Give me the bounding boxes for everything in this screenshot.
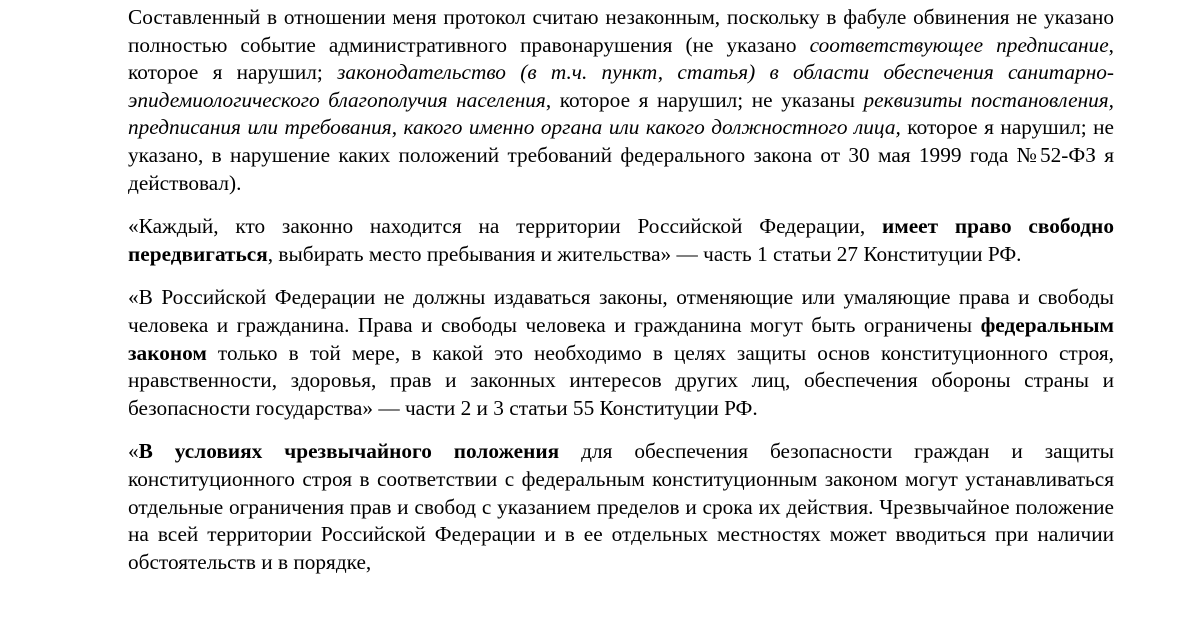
document-body [128, 4, 1114, 592]
text-span: Составленный в отношении меня протокол считаю незаконным, поскольку в фабуле обвинения не указано полностью событие административного правонарушения (не указано [128, 5, 1114, 57]
paragraph-constitution-article-27 [128, 213, 1114, 268]
italic-text: реквизиты постановления, предписания или требования, какого именно органа или какого должностного лица, [128, 87, 1115, 140]
italic-text: соответствующее предписание [809, 32, 1109, 57]
bold-text: федеральным законом [128, 312, 1114, 365]
text-span: только в той мере, в какой это необходимо в целях защиты основ конституционного строя, нравственности, здоровья, прав и законных интересов других лиц, обеспечения обороны страны и безопасности государства» — части 2 и 3 статьи 55 Конституции РФ. [128, 340, 1114, 420]
bold-text: имеет право свободно передвигаться [128, 214, 1114, 266]
text-span: , которое я нарушил; [128, 32, 1114, 85]
text-span: «Каждый, кто законно находится на территории Российской Федерации, [128, 214, 882, 239]
italic-text: законодательство (в т.ч. пункт, статья) в области обеспечения санитарно-эпидемиологического благополучия населения [128, 60, 1114, 112]
bold-text: В условиях чрезвычайного положения [138, 439, 560, 464]
text-span: , которое я нарушил; не указаны [545, 87, 864, 112]
text-span: для обеспечения безопасности граждан и защиты конституционного строя в соответствии с федеральным конституционным законом могут устанавливаться отдельные ограничения прав и свобод с указанием пределов и срока их действия. Чрезвычайное положение на всей территории Российской Федерации и в ее отдельных местностях может вводиться при наличии обстоятельств и в порядке, [128, 439, 1114, 574]
paragraph-constitution-article-55 [128, 284, 1114, 422]
text-span: , выбирать место пребывания и жительства» — часть 1 статьи 27 Конституции РФ. [267, 241, 1022, 266]
text-span: которое я нарушил; не указано, в нарушение каких положений требований федерального закона от 30 мая 1999 года №52-ФЗ я действовал). [128, 115, 1114, 195]
text-span: « [128, 439, 139, 464]
text-span: «В Российской Федерации не должны издаваться законы, отменяющие или умаляющие права и свободы человека и гражданина. Права и свободы человека и гражданина могут быть ограничены [128, 285, 1114, 337]
paragraph-emergency-state [128, 438, 1114, 576]
paragraph-protocol-objection [128, 4, 1114, 197]
